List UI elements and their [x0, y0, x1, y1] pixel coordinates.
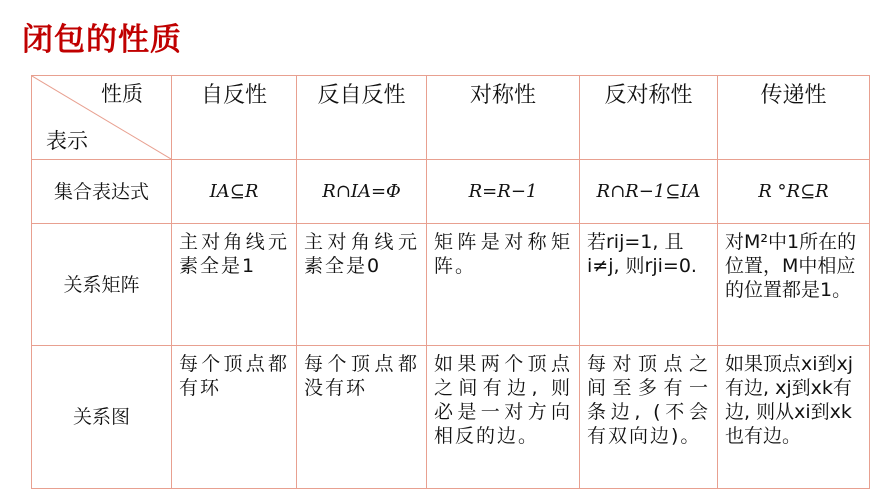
- table-cell: IA⊆R: [172, 160, 297, 224]
- table-cell: 对M²中1所在的位置，M中相应的位置都是1。: [718, 224, 870, 346]
- table-cell: R=R−1: [427, 160, 580, 224]
- table-row-relation-matrix: [32, 224, 870, 346]
- table-cell: R∩IA=Φ: [297, 160, 427, 224]
- table-cell: 如果顶点xi到xj有边, xj到xk有边, 则从xi到xk也有边。: [718, 346, 870, 489]
- table-cell: 主对角线元素全是0: [297, 224, 427, 346]
- corner-label-property: 性质: [101, 82, 143, 106]
- table-cell: 若rij=1, 且i≠j, 则rji=0.: [580, 224, 718, 346]
- row-label: 关系矩阵: [32, 224, 172, 346]
- column-header: 对称性: [427, 76, 580, 160]
- corner-cell: [32, 76, 172, 160]
- table-cell: 每个顶点都有环: [172, 346, 297, 489]
- row-label: 集合表达式: [32, 160, 172, 224]
- closure-properties-table: [31, 75, 870, 489]
- table-cell: 每个顶点都没有环: [297, 346, 427, 489]
- table-cell: R °R⊆R: [718, 160, 870, 224]
- table-cell: 主对角线元素全是1: [172, 224, 297, 346]
- column-header: 传递性: [718, 76, 870, 160]
- table-cell: R∩R−1⊆IA: [580, 160, 718, 224]
- table-row-relation-graph: [32, 346, 870, 489]
- table-cell: 每对顶点之间至多有一条边, (不会有双向边)。: [580, 346, 718, 489]
- page-title: 闭包的性质: [22, 22, 182, 58]
- row-label: 关系图: [32, 346, 172, 489]
- table-cell: 如果两个顶点之间有边, 则必是一对方向相反的边。: [427, 346, 580, 489]
- table-cell: 矩阵是对称矩阵。: [427, 224, 580, 346]
- corner-label-representation: 表示: [46, 129, 88, 153]
- column-header: 自反性: [172, 76, 297, 160]
- column-header: 反自反性: [297, 76, 427, 160]
- header-row: [32, 76, 870, 160]
- column-header: 反对称性: [580, 76, 718, 160]
- table-row-set-expression: [32, 160, 870, 224]
